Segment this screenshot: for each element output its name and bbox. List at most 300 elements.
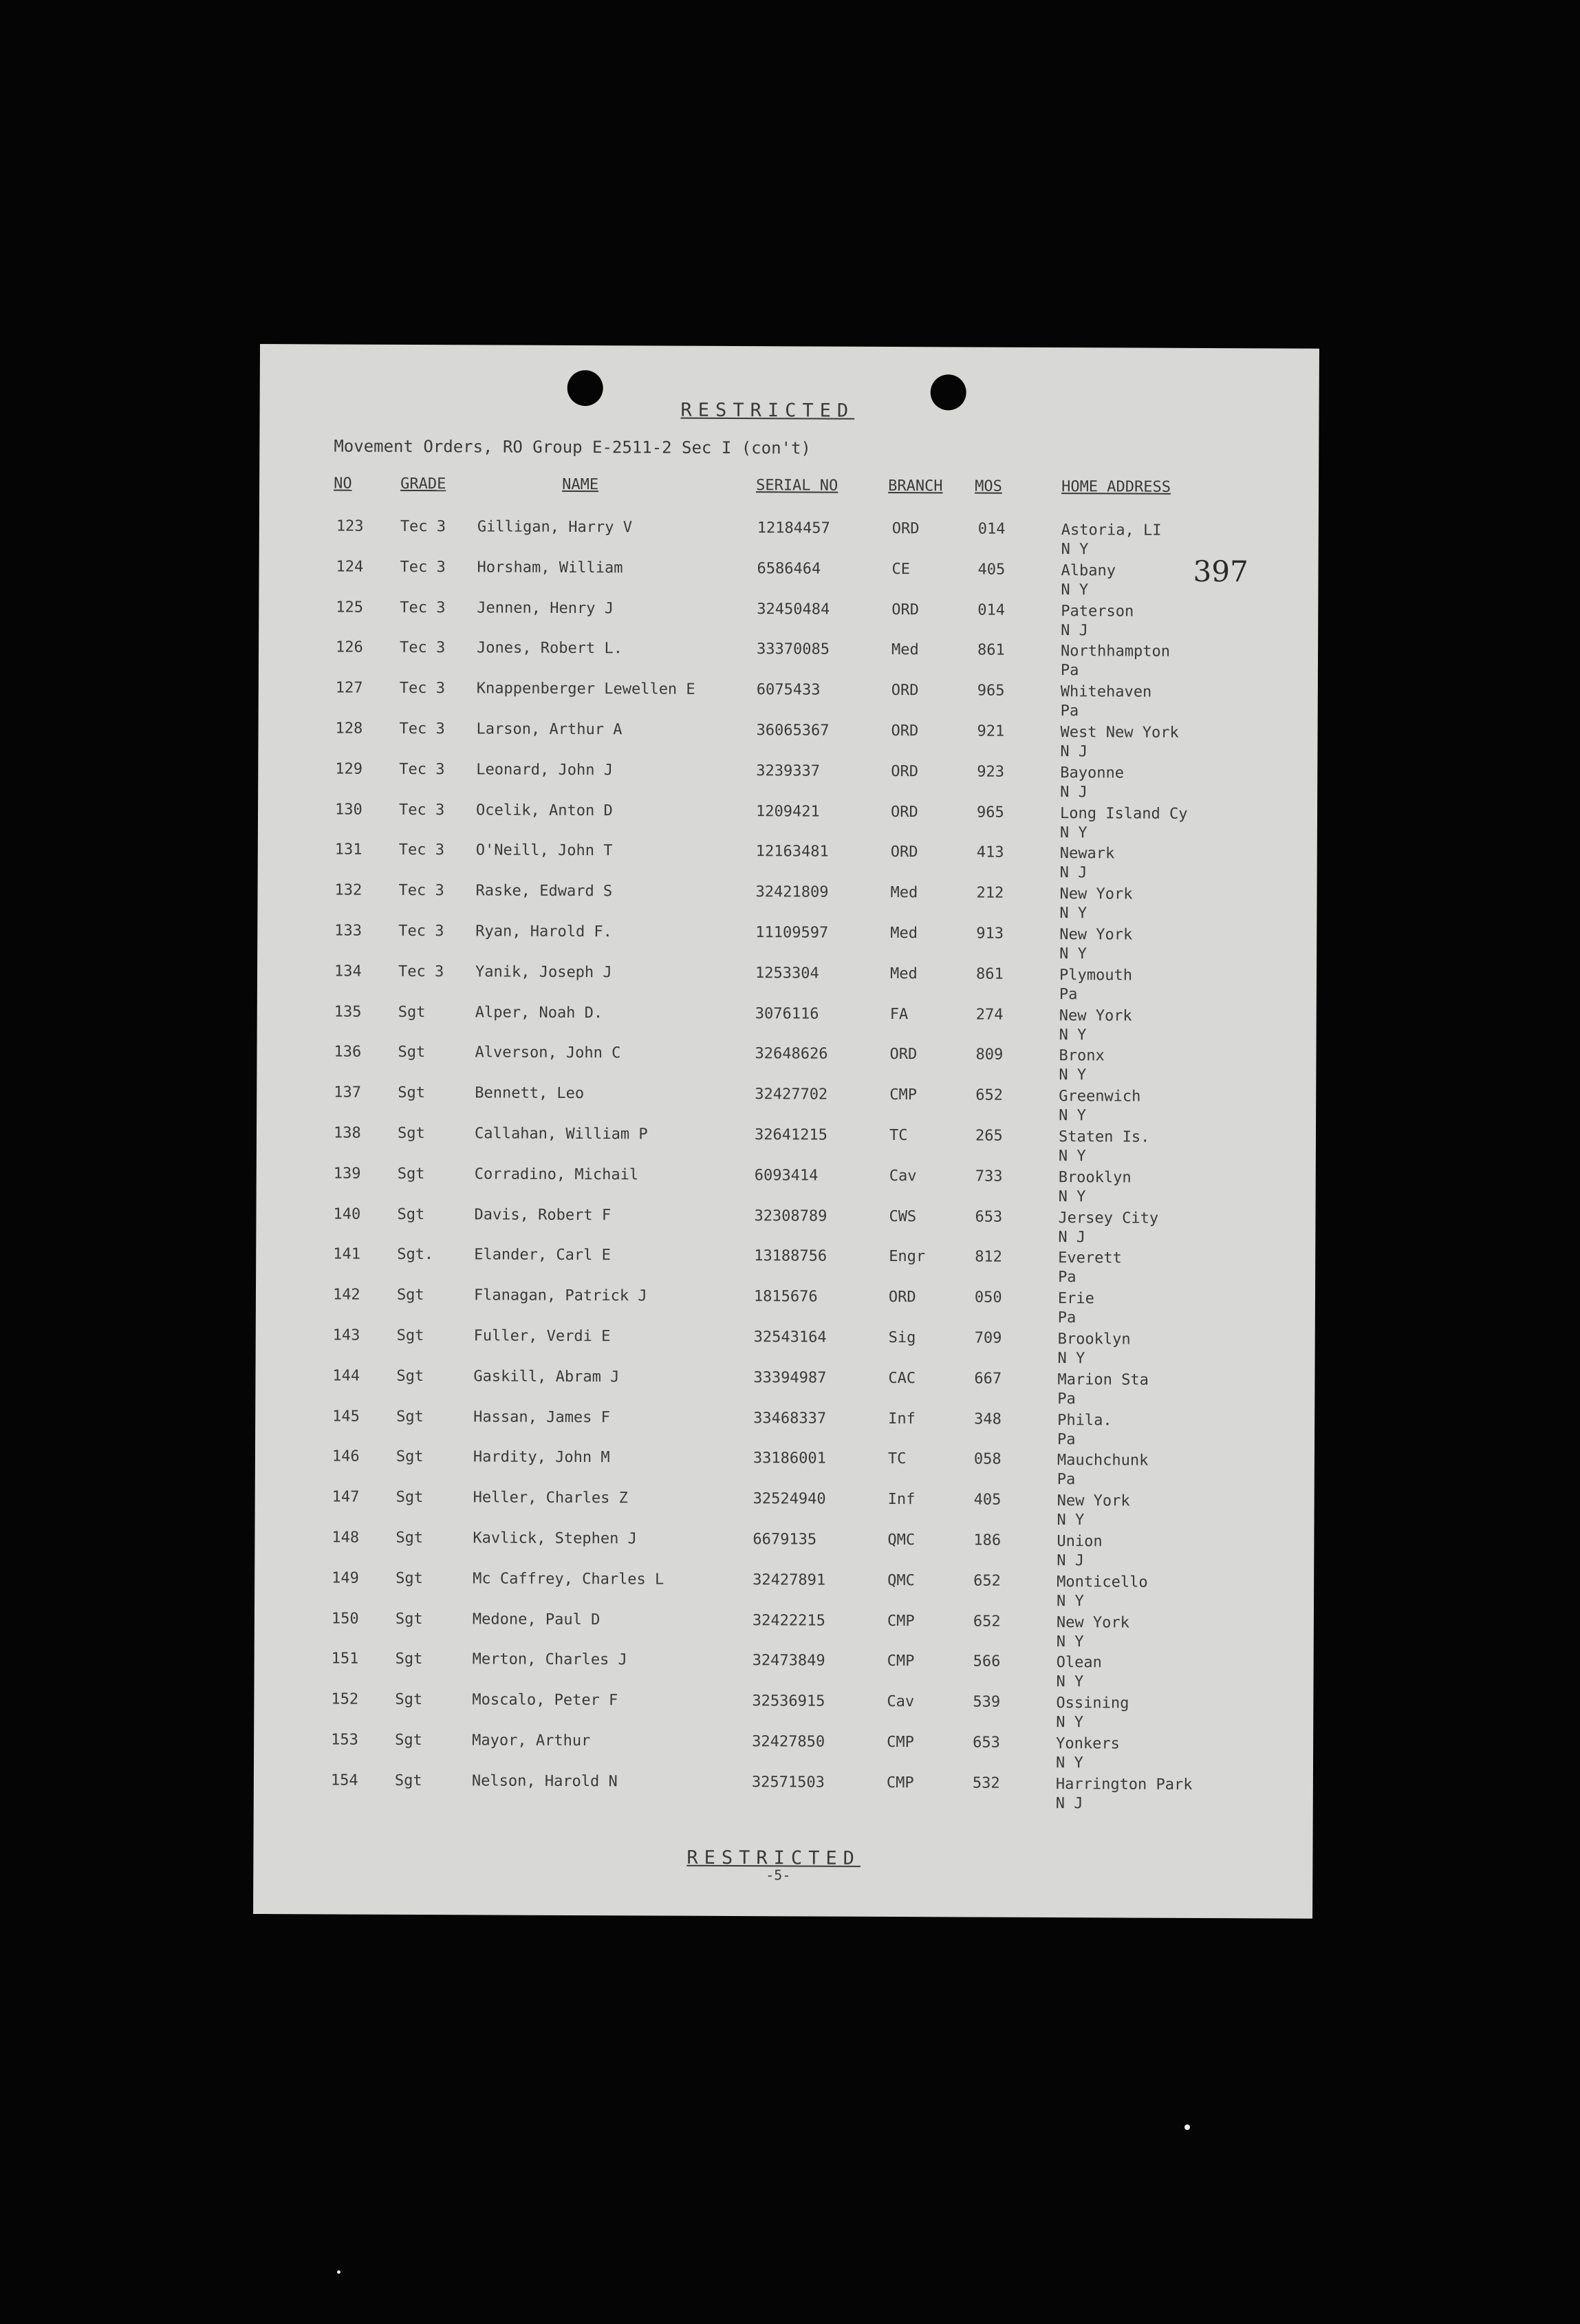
row-serial-no: 32427850 [752, 1733, 825, 1751]
row-no: 126 [336, 638, 363, 657]
row-address-line2: N Y [1055, 1754, 1083, 1772]
row-serial-no: 32421809 [755, 883, 829, 901]
table-row [255, 1488, 1314, 1533]
row-serial-no: 32308789 [754, 1207, 827, 1225]
row-address-line1: Whitehaven [1060, 683, 1152, 701]
row-home-address [1059, 925, 1132, 964]
row-grade: Sgt [396, 1408, 424, 1425]
row-mos: 539 [973, 1693, 1001, 1711]
row-address-line1: Northhampton [1061, 643, 1171, 661]
row-address-line1: Everett [1058, 1249, 1122, 1267]
row-home-address [1058, 1249, 1122, 1287]
row-address-line2: N J [1060, 783, 1087, 801]
row-address-line2: N J [1055, 1794, 1083, 1813]
row-address-line2: N Y [1056, 1592, 1084, 1611]
row-home-address [1059, 1128, 1150, 1167]
row-grade: Sgt [395, 1731, 422, 1750]
table-row [255, 1408, 1314, 1452]
row-no: 134 [334, 962, 362, 980]
row-no: 143 [332, 1326, 360, 1344]
row-mos: 014 [977, 601, 1006, 619]
row-name: Alper, Noah D. [475, 1003, 603, 1022]
row-address-line2: N Y [1059, 824, 1087, 841]
row-address-line1: West New York [1060, 724, 1179, 742]
row-grade: Sgt [396, 1489, 424, 1507]
row-no: 128 [335, 720, 363, 738]
row-mos: 652 [975, 1086, 1004, 1104]
row-name: Corradino, Michail [474, 1165, 639, 1184]
row-name: Davis, Robert F [474, 1205, 612, 1224]
row-branch: CE [891, 560, 911, 578]
classification-header: RESTRICTED [680, 399, 855, 422]
row-no: 138 [333, 1124, 361, 1142]
row-home-address [1059, 1168, 1132, 1207]
row-address-line1: New York [1059, 926, 1133, 944]
row-serial-no: 32543164 [753, 1328, 827, 1346]
row-no: 151 [331, 1650, 359, 1668]
row-address-line1: Astoria, LI [1061, 521, 1162, 539]
table-row [257, 1084, 1316, 1128]
page-marker: -5- [766, 1866, 791, 1884]
row-home-address [1060, 764, 1124, 802]
row-mos: 965 [976, 804, 1004, 821]
row-serial-no: 32571503 [751, 1773, 825, 1792]
row-mos: 667 [974, 1370, 1002, 1388]
row-mos: 265 [975, 1127, 1003, 1145]
row-name: Mc Caffrey, Charles L [473, 1570, 664, 1589]
row-address-line2: N Y [1057, 1350, 1085, 1368]
row-home-address [1059, 1007, 1132, 1045]
row-home-address [1059, 885, 1132, 923]
row-serial-no: 32422215 [752, 1611, 825, 1630]
table-row [255, 1529, 1314, 1573]
row-grade: Sgt. [397, 1246, 434, 1264]
table-row [259, 599, 1318, 643]
row-branch: Cav [887, 1693, 915, 1711]
row-name: O'Neill, John T [475, 841, 613, 860]
row-address-line1: Plymouth [1059, 966, 1133, 985]
row-mos: 348 [974, 1410, 1002, 1428]
row-no: 123 [336, 517, 364, 535]
table-row [256, 1205, 1315, 1250]
row-home-address [1057, 1451, 1149, 1490]
row-grade: Sgt [395, 1650, 423, 1668]
row-address-line2: Pa [1057, 1430, 1076, 1448]
row-home-address [1058, 1330, 1131, 1368]
row-name: Jennen, Henry J [477, 599, 614, 617]
row-serial-no: 32473849 [752, 1652, 825, 1670]
row-no: 127 [335, 679, 363, 697]
row-address-line2: Pa [1059, 985, 1078, 1003]
row-serial-no: 33370085 [757, 641, 830, 659]
row-grade: Tec 3 [400, 599, 446, 616]
row-name: Kavlick, Stephen J [473, 1529, 637, 1548]
row-no: 145 [332, 1408, 360, 1425]
table-row [256, 1286, 1315, 1331]
row-home-address [1057, 1613, 1129, 1652]
row-grade: Tec 3 [399, 760, 445, 778]
row-no: 148 [332, 1529, 360, 1547]
row-branch: ORD [891, 601, 920, 618]
row-grade: Sgt [396, 1287, 424, 1304]
table-row [259, 679, 1318, 724]
row-address-line2: N Y [1059, 905, 1087, 923]
row-name: Medone, Paul D [472, 1610, 600, 1628]
row-no: 149 [332, 1569, 359, 1587]
row-no: 131 [334, 841, 362, 859]
row-branch: FA [889, 1005, 909, 1023]
row-mos: 050 [974, 1289, 1002, 1306]
row-address-line1: Phila. [1057, 1411, 1112, 1430]
row-name: Callahan, William P [474, 1125, 648, 1143]
column-header-grade: GRADE [400, 475, 446, 493]
row-serial-no: 32524940 [753, 1490, 826, 1508]
row-no: 129 [335, 760, 363, 778]
row-address-line1: Albany [1061, 561, 1116, 580]
row-name: Moscalo, Peter F [472, 1691, 618, 1710]
row-branch: ORD [889, 1046, 918, 1064]
row-address-line1: Staten Is. [1058, 1128, 1150, 1146]
row-home-address [1057, 1370, 1149, 1410]
row-serial-no: 6679135 [753, 1531, 817, 1549]
table-row [257, 1165, 1316, 1209]
row-serial-no: 3239337 [756, 762, 821, 780]
row-home-address [1060, 723, 1178, 762]
row-name: Gilligan, Harry V [477, 518, 633, 537]
row-address-line2: N Y [1059, 1066, 1087, 1084]
row-grade: Tec 3 [399, 680, 446, 698]
row-address-line2: Pa [1057, 1390, 1076, 1408]
row-no: 137 [334, 1084, 362, 1101]
row-mos: 861 [977, 641, 1005, 660]
row-home-address [1058, 1209, 1158, 1248]
row-home-address [1061, 561, 1116, 600]
row-mos: 652 [973, 1572, 1001, 1590]
row-address-line2: N J [1061, 621, 1088, 639]
row-home-address [1057, 1532, 1102, 1571]
row-address-line2: N Y [1058, 1187, 1086, 1206]
row-address-line2: Pa [1060, 702, 1079, 720]
row-name: Leonard, John J [476, 761, 614, 779]
row-no: 132 [334, 881, 362, 899]
row-address-line2: N Y [1061, 541, 1089, 559]
row-name: Knappenberger Lewellen E [476, 680, 695, 698]
row-home-address [1059, 966, 1132, 1004]
table-row [258, 720, 1317, 764]
row-branch: ORD [890, 843, 918, 861]
column-header-mos: MOS [975, 477, 1002, 495]
table-row [257, 1043, 1316, 1088]
row-branch: Med [890, 884, 918, 902]
row-serial-no: 6075433 [756, 681, 821, 699]
row-address-line1: Monticello [1057, 1573, 1148, 1591]
row-no: 140 [333, 1205, 361, 1223]
row-address-line2: Pa [1058, 1269, 1076, 1287]
row-branch: ORD [891, 762, 919, 780]
row-serial-no: 13188756 [754, 1247, 827, 1265]
row-no: 139 [333, 1165, 361, 1183]
row-grade: Sgt [396, 1448, 424, 1466]
row-mos: 709 [974, 1329, 1002, 1347]
row-grade: Sgt [397, 1205, 425, 1223]
row-address-line2: N Y [1056, 1714, 1084, 1732]
row-branch: ORD [890, 803, 918, 821]
table-row [255, 1610, 1314, 1655]
table-row [259, 517, 1319, 562]
row-mos: 532 [972, 1774, 1000, 1792]
row-branch: Med [890, 925, 918, 943]
row-mos: 566 [973, 1653, 1001, 1671]
table-row [256, 1245, 1315, 1290]
row-address-line1: Ossining [1056, 1694, 1129, 1712]
table-row [259, 638, 1318, 683]
column-header-name: NAME [562, 475, 599, 494]
row-mos: 413 [976, 843, 1004, 862]
table-row [255, 1448, 1314, 1492]
punch-hole-left [567, 370, 603, 406]
row-serial-no: 36065367 [756, 722, 830, 740]
row-home-address [1056, 1694, 1129, 1732]
row-serial-no: 6586464 [757, 559, 821, 578]
table-row [254, 1731, 1313, 1776]
row-serial-no: 33394987 [753, 1368, 827, 1387]
row-name: Hassan, James F [473, 1408, 610, 1426]
row-name: Ryan, Harold F. [475, 923, 613, 941]
row-grade: Tec 3 [398, 922, 444, 940]
row-address-line1: New York [1059, 1007, 1132, 1025]
table-row [255, 1569, 1314, 1614]
row-address-line2: N Y [1061, 581, 1089, 599]
row-mos: 923 [977, 763, 1005, 781]
row-name: Nelson, Harold N [471, 1772, 618, 1791]
row-serial-no: 1815676 [753, 1288, 818, 1306]
row-mos: 652 [973, 1613, 1001, 1631]
row-branch: QMC [887, 1531, 916, 1549]
row-grade: Tec 3 [400, 517, 446, 536]
table-row [256, 1326, 1315, 1371]
row-address-line2: N J [1058, 1228, 1086, 1246]
row-address-line1: New York [1056, 1613, 1129, 1632]
row-home-address [1056, 1734, 1120, 1773]
row-address-line2: N Y [1058, 1148, 1086, 1165]
row-mos: 405 [977, 561, 1006, 579]
classification-footer: RESTRICTED [686, 1847, 861, 1869]
row-home-address [1061, 602, 1134, 641]
row-address-line2: Pa [1057, 1309, 1076, 1327]
row-address-line2: Pa [1057, 1471, 1076, 1489]
row-no: 153 [331, 1731, 358, 1749]
row-address-line2: N J [1057, 1552, 1085, 1570]
row-address-line2: N Y [1059, 1026, 1087, 1044]
row-branch: CAC [888, 1369, 916, 1387]
row-grade: Sgt [395, 1691, 423, 1709]
row-branch: Med [889, 965, 918, 982]
row-serial-no: 32641215 [754, 1126, 828, 1144]
row-home-address [1058, 1289, 1094, 1328]
row-branch: ORD [891, 520, 920, 538]
row-serial-no: 12184457 [757, 519, 830, 537]
row-name: Bennett, Leo [475, 1084, 585, 1103]
row-address-line2: N Y [1056, 1673, 1084, 1691]
row-branch: TC [887, 1450, 907, 1468]
row-mos: 733 [975, 1168, 1003, 1185]
film-speck [337, 2270, 340, 2274]
row-serial-no: 33186001 [753, 1450, 826, 1467]
row-serial-no: 1209421 [755, 802, 820, 821]
row-address-line2: N Y [1059, 945, 1087, 963]
table-row [258, 841, 1317, 885]
row-branch: ORD [891, 722, 919, 740]
row-home-address [1056, 1653, 1101, 1692]
row-address-line1: Erie [1057, 1290, 1094, 1308]
row-mos: 186 [973, 1531, 1002, 1549]
row-name: Flanagan, Patrick J [473, 1287, 647, 1305]
row-no: 136 [334, 1043, 362, 1062]
row-address-line1: Union [1057, 1533, 1103, 1551]
table-row [257, 962, 1317, 1007]
row-grade: Sgt [396, 1569, 423, 1587]
row-address-line1: New York [1059, 885, 1133, 903]
row-name: Yanik, Joseph J [475, 963, 612, 982]
row-mos: 212 [976, 884, 1004, 902]
row-name: Mayor, Arthur [472, 1732, 591, 1750]
row-branch: ORD [891, 682, 919, 700]
row-grade: Tec 3 [398, 841, 445, 859]
row-mos: 653 [973, 1734, 1000, 1752]
row-name: Heller, Charles Z [473, 1489, 628, 1507]
table-row [258, 760, 1317, 805]
punch-hole-right [931, 374, 966, 410]
row-grade: Sgt [396, 1529, 424, 1547]
row-address-line1: Long Island Cy [1059, 804, 1188, 823]
row-address-line1: Marion Sta [1057, 1370, 1149, 1389]
row-no: 150 [331, 1610, 359, 1628]
row-address-line2: N J [1059, 864, 1087, 882]
row-grade: Tec 3 [398, 962, 444, 980]
row-branch: TC [889, 1127, 908, 1145]
row-serial-no: 32427891 [753, 1571, 826, 1589]
row-name: Jones, Robert L. [477, 639, 623, 658]
row-home-address [1061, 521, 1162, 560]
row-mos: 014 [977, 520, 1006, 538]
row-grade: Sgt [397, 1165, 425, 1183]
row-no: 124 [336, 558, 364, 576]
row-no: 147 [332, 1488, 360, 1506]
row-no: 125 [336, 599, 364, 616]
table-row [258, 801, 1317, 846]
table-row [254, 1772, 1313, 1816]
row-branch: Engr [889, 1248, 926, 1266]
document-page [253, 344, 1319, 1919]
row-branch: CMP [887, 1733, 914, 1752]
row-mos: 058 [973, 1450, 1002, 1469]
row-branch: Med [891, 641, 919, 659]
row-no: 154 [330, 1772, 358, 1789]
row-address-line1: Brooklyn [1057, 1331, 1131, 1348]
column-header-serial: SERIAL NO [756, 477, 838, 495]
document-subtitle: Movement Orders, RO Group E-2511-2 Sec I (con't) [334, 436, 811, 458]
row-grade: Tec 3 [399, 720, 445, 738]
page-number: 397 [1193, 554, 1248, 589]
row-mos: 653 [975, 1208, 1003, 1226]
row-serial-no: 3076116 [755, 1004, 819, 1023]
row-serial-no: 6093414 [754, 1166, 819, 1185]
row-name: Fuller, Verdi E [473, 1327, 611, 1346]
row-grade: Tec 3 [398, 882, 444, 900]
row-no: 146 [332, 1448, 360, 1466]
row-name: Larson, Arthur A [476, 720, 623, 739]
table-row [259, 558, 1318, 603]
row-mos: 809 [975, 1046, 1004, 1064]
row-address-line1: Olean [1056, 1654, 1102, 1672]
row-address-line2: Pa [1060, 662, 1079, 680]
column-header-no: NO [334, 475, 352, 493]
row-branch: Inf [888, 1410, 916, 1428]
row-home-address [1059, 1087, 1140, 1126]
row-no: 142 [332, 1286, 360, 1304]
row-address-line2: N J [1060, 743, 1088, 761]
row-serial-no: 32450484 [757, 600, 830, 618]
row-address-line1: Brooklyn [1058, 1168, 1132, 1187]
table-row [257, 1124, 1316, 1169]
row-branch: CMP [889, 1086, 918, 1104]
row-mos: 913 [976, 925, 1004, 943]
row-no: 133 [334, 922, 362, 940]
row-address-line1: Mauchchunk [1057, 1452, 1149, 1470]
row-grade: Sgt [398, 1003, 426, 1021]
row-address-line1: Paterson [1061, 602, 1134, 621]
row-mos: 921 [977, 722, 1005, 740]
row-branch: Sig [888, 1329, 916, 1347]
row-branch: Cav [889, 1167, 917, 1185]
row-grade: Sgt [396, 1367, 424, 1385]
row-grade: Sgt [398, 1084, 426, 1102]
row-mos: 812 [975, 1248, 1003, 1267]
row-name: Alverson, John C [475, 1044, 621, 1062]
row-no: 152 [331, 1690, 359, 1708]
table-row [254, 1650, 1313, 1694]
column-header-home-address: HOME ADDRESS [1061, 478, 1171, 496]
row-grade: Sgt [395, 1610, 423, 1628]
row-address-line2: N Y [1059, 1107, 1086, 1125]
row-name: Elander, Carl E [474, 1246, 611, 1265]
row-home-address [1061, 642, 1170, 681]
row-branch: CMP [887, 1612, 915, 1630]
row-grade: Tec 3 [400, 558, 446, 576]
row-no: 144 [332, 1367, 360, 1385]
row-serial-no: 1253304 [755, 964, 819, 982]
film-speck [1184, 2124, 1190, 2130]
row-home-address [1057, 1573, 1148, 1612]
table-row [257, 922, 1317, 967]
row-mos: 274 [975, 1006, 1004, 1024]
row-no: 135 [334, 1003, 362, 1021]
table-row [257, 1003, 1317, 1048]
row-home-address [1060, 844, 1115, 883]
row-grade: Sgt [396, 1326, 424, 1345]
table-row [254, 1690, 1313, 1735]
row-branch: CMP [886, 1774, 914, 1792]
row-serial-no: 33468337 [753, 1409, 827, 1428]
row-address-line1: Newark [1059, 845, 1115, 863]
row-branch: ORD [888, 1289, 916, 1306]
row-name: Hardity, John M [473, 1448, 610, 1467]
row-home-address [1056, 1775, 1193, 1814]
row-address-line1: Harrington Park [1055, 1775, 1193, 1794]
row-name: Ocelik, Anton D [475, 801, 613, 819]
row-grade: Sgt [397, 1124, 425, 1143]
row-address-line2: N Y [1057, 1511, 1085, 1529]
